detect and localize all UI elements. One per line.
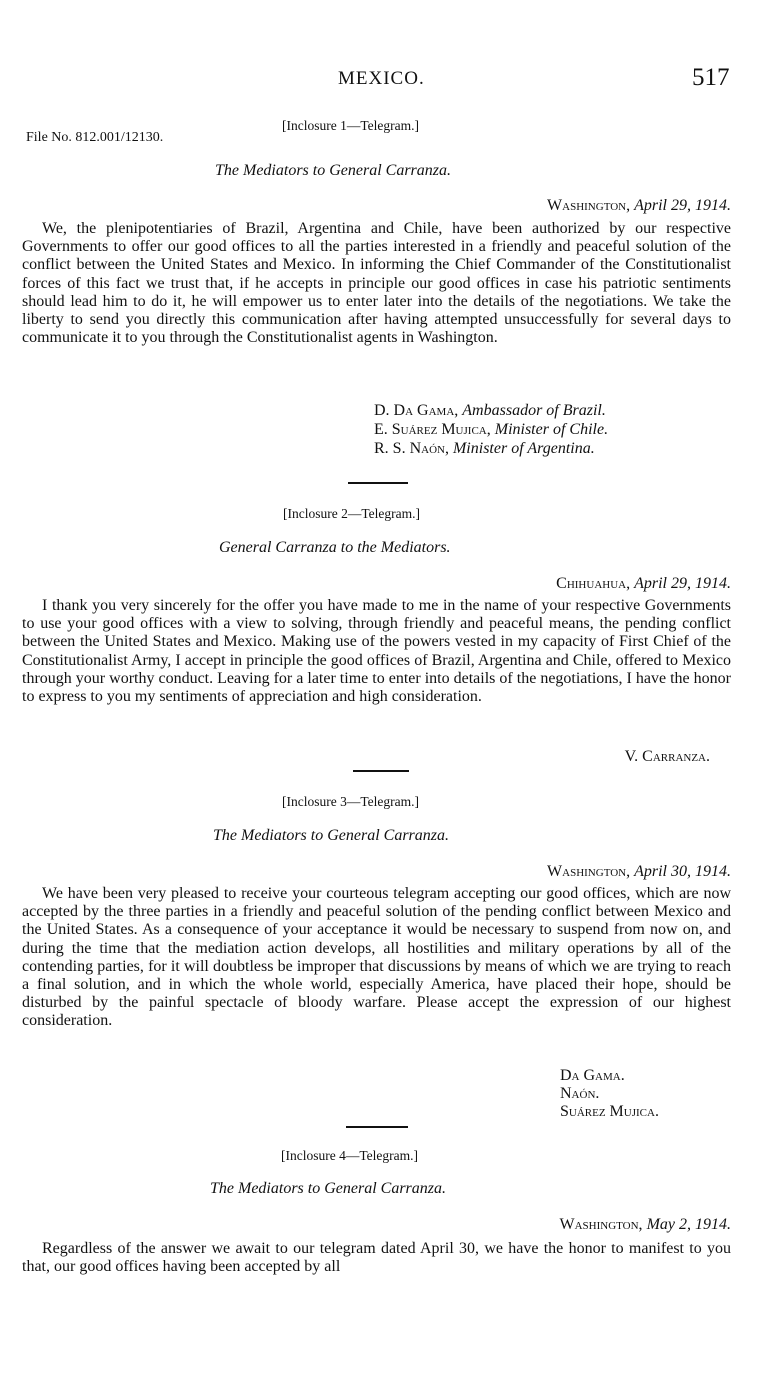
- inclosure-1-signature-2: E. Suárez Mujica, Minister of Chile.: [374, 421, 609, 438]
- inclosure-2-heading: General Carranza to the Mediators.: [219, 539, 451, 556]
- file-number: File No. 812.001/12130.: [26, 130, 164, 145]
- inclosure-1-signature-3: R. S. Naón, Minister of Argentina.: [374, 440, 595, 457]
- inclosure-1-label: [Inclosure 1—Telegram.]: [282, 118, 419, 133]
- inclosure-1-heading: The Mediators to General Carranza.: [215, 162, 451, 179]
- dateline-place: Washington,: [547, 197, 631, 214]
- inclosure-3-signature-3: Suárez Mujica.: [560, 1103, 659, 1120]
- dateline-date: May 2, 1914.: [646, 1216, 731, 1233]
- inclosure-4-dateline: [559, 1216, 731, 1234]
- inclosure-2-body: I thank you very sincerely for the offer you have made to me in the name of your respective Governments to use your good offices with a view to solving, through friendly and peaceful means, the pending conflict between the United States and Mexico. Making use of the powers vested in my capacity of First Chief of the Constitutionalist Army, I accept in principle the good offices of Brazil, Argentina and Chile, offered to Mexico through your worthy conduct. Leaving for a later time to enter into details of the negotiations, I have the honor to express to you my sentiments of appreciation and high consideration.: [22, 597, 731, 706]
- inclosure-3-heading: The Mediators to General Carranza.: [213, 827, 449, 844]
- dateline-date: April 29, 1914.: [634, 197, 731, 214]
- inclosure-4-label: [Inclosure 4—Telegram.]: [281, 1148, 418, 1163]
- section-divider: [348, 482, 408, 484]
- inclosure-3-body: We have been very pleased to receive your courteous telegram accepting our good offices, which are now accepted by the three parties in a friendly and peaceful solution of the pending conflict between Mexico and the United States. As a consequence of your acceptance it would be necessary to suspend from now on, and during the time that the mediation action develops, all hostilities and military operations by all of the contending parties, for it will doubtless be improper that discussions by means of which we are trying to reach a final solution, and in which the whole world, especially America, have placed their hope, should be disturbed by the painful spectacle of bloody warfare. Please accept the expression of our highest consideration.: [22, 885, 731, 1030]
- dateline-date: April 29, 1914.: [634, 575, 731, 592]
- dateline-date: April 30, 1914.: [634, 863, 731, 880]
- dateline-place: Washington,: [559, 1216, 643, 1233]
- inclosure-3-signature-1: Da Gama.: [560, 1067, 625, 1084]
- inclosure-3-label: [Inclosure 3—Telegram.]: [282, 794, 419, 809]
- running-header-title: MEXICO.: [338, 68, 425, 89]
- inclosure-3-dateline: [547, 863, 731, 881]
- page-number: 517: [692, 64, 730, 91]
- section-divider: [346, 1126, 408, 1128]
- section-divider: [353, 770, 409, 772]
- inclosure-3-signature-2: Naón.: [560, 1085, 600, 1102]
- inclosure-2-signature: V. Carranza.: [624, 748, 710, 765]
- inclosure-1-signature-1: D. Da Gama, Ambassador of Brazil.: [374, 402, 606, 419]
- inclosure-2-label: [Inclosure 2—Telegram.]: [283, 506, 420, 521]
- dateline-place: Washington,: [547, 863, 631, 880]
- inclosure-1-body: We, the plenipotentiaries of Brazil, Argentina and Chile, have been authorized by our respective Governments to offer our good offices to all the parties interested in a friendly and peaceful solution of the conflict between the United States and Mexico. In informing the Chief Commander of the Constitutionalist forces of this fact we trust that, if he accepts in principle our good offices in case his patriotic sentiments should lead him to do it, he will empower us to enter later into the details of the negotiations. We take the liberty to send you directly this communication after having attempted unsuccessfully for several days to communicate it to you through the Constitutionalist agents in Washington.: [22, 220, 731, 347]
- inclosure-1-dateline: [547, 197, 731, 215]
- dateline-place: Chihuahua,: [556, 575, 631, 592]
- inclosure-2-dateline: [556, 575, 731, 593]
- inclosure-4-heading: The Mediators to General Carranza.: [210, 1180, 446, 1197]
- inclosure-4-body: Regardless of the answer we await to our telegram dated April 30, we have the honor to manifest to you that, our good offices having been accepted by all: [22, 1240, 731, 1276]
